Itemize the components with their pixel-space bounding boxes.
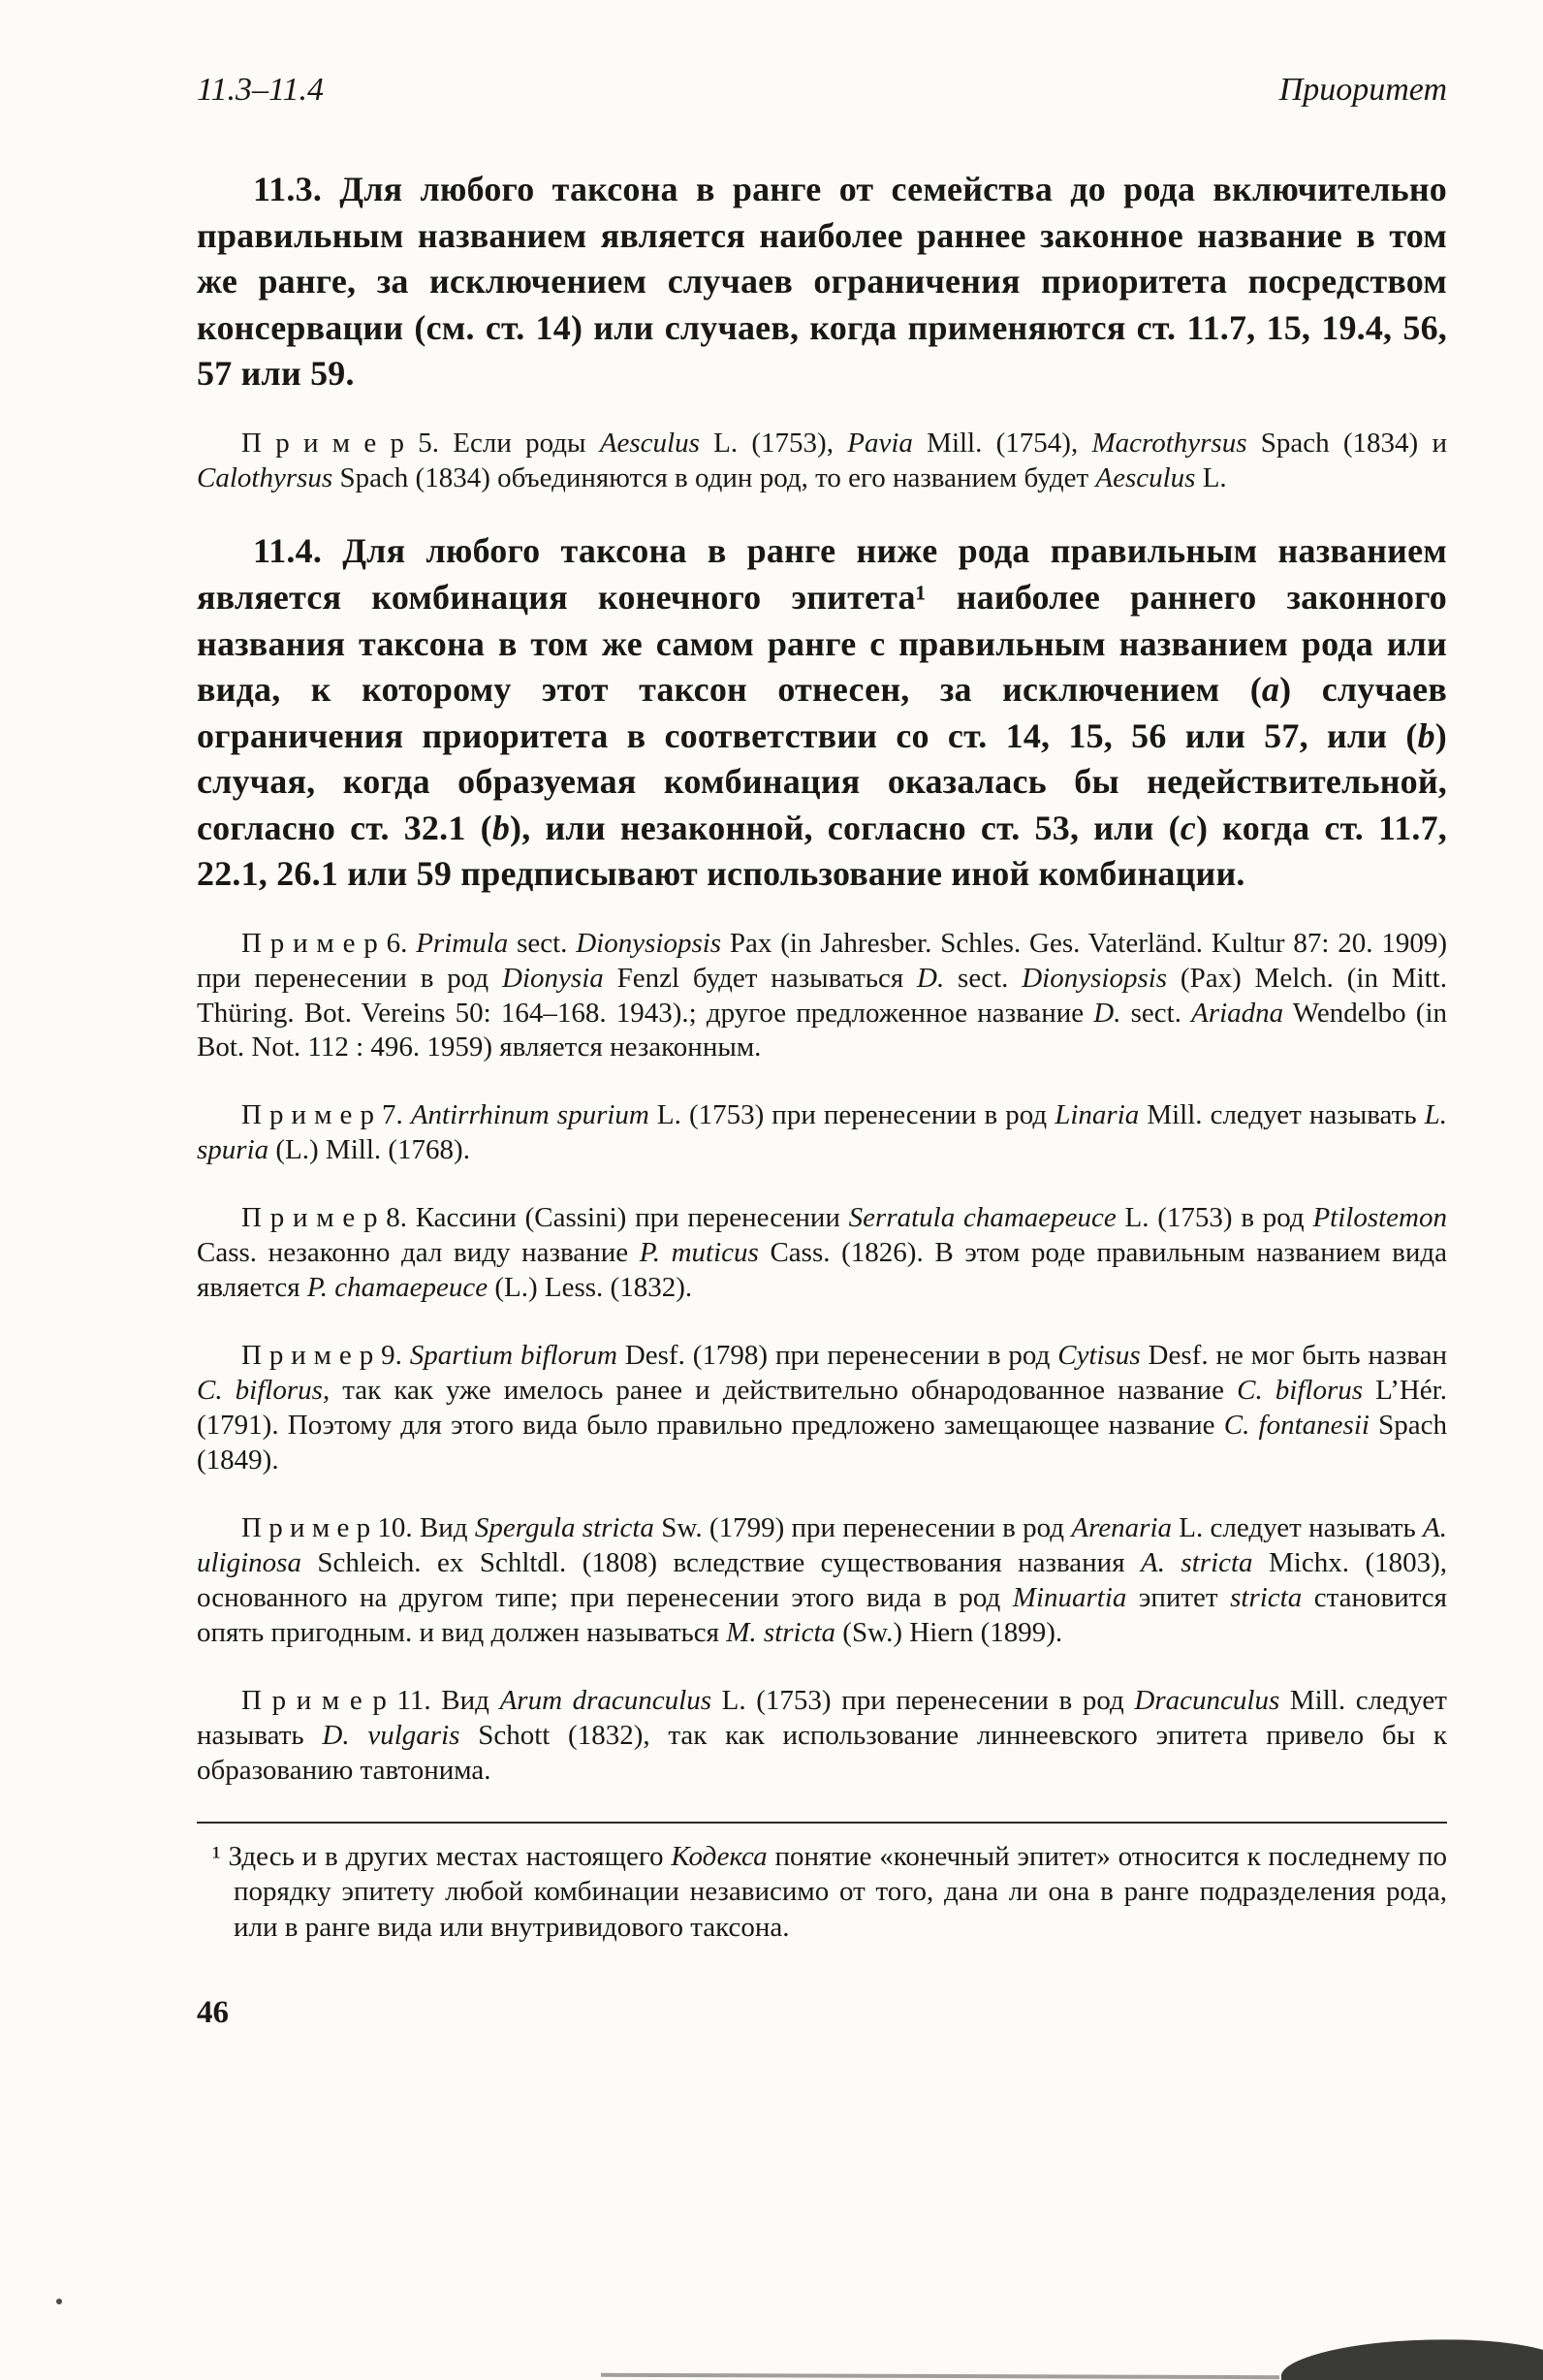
running-title: Приоритет bbox=[1278, 72, 1447, 108]
text-run: L. bbox=[1195, 461, 1227, 493]
text-run: (Pax) Melch. (in Mitt. Thüring. Bot. Vereins 50: 164–168. 1943).; другое предложенное название bbox=[197, 962, 1447, 1029]
text-run: (L.) Less. (1832). bbox=[488, 1272, 693, 1304]
italic-name-run: M. stricta bbox=[726, 1616, 836, 1648]
italic-name-run: P. muticus bbox=[639, 1237, 759, 1269]
section-range: 11.3–11.4 bbox=[197, 72, 324, 108]
text-run: Schott (1832), так как использование линнеевского эпитета привело бы к образованию тавтонима. bbox=[197, 1719, 1447, 1786]
scan-artifact-dot bbox=[56, 2299, 62, 2304]
italic-name-run: Antirrhinum spurium bbox=[410, 1099, 649, 1131]
italic-name-run: Spergula stricta bbox=[474, 1512, 654, 1543]
text-block bbox=[197, 72, 1447, 2031]
example-7 bbox=[197, 1098, 1447, 1168]
footnote-1 bbox=[197, 1839, 1447, 1946]
text-run: ) когда ст. 11.7, 22.1, 26.1 или 59 предписывают использование иной комбинации. bbox=[197, 808, 1448, 894]
text-run: (Sw.) Hiern (1899). bbox=[835, 1616, 1063, 1648]
text-run: Spach (1834) и bbox=[1246, 427, 1447, 459]
text-run: Wendelbo (in Bot. Not. 112 : 496. 1959) является незаконным. bbox=[197, 997, 1448, 1063]
text-run: sect. bbox=[508, 927, 577, 959]
italic-name-run: C. biflorus bbox=[1237, 1375, 1364, 1407]
italic-name-run: A. stricta bbox=[1141, 1546, 1253, 1578]
example-11 bbox=[197, 1684, 1447, 1789]
text-run: L. (1753) при перенесении в род bbox=[711, 1684, 1135, 1716]
text-run: Michx. (1803), основанного на другом типе; при перенесении этого вида в род bbox=[197, 1546, 1448, 1613]
text-run: ) случая, когда образуемая комбинация оказалась бы недействительной, согласно ст. 32.1 ( bbox=[197, 715, 1447, 847]
text-run: Mill. (1754), bbox=[912, 427, 1092, 459]
text-run: понятие «конечный эпитет» относится к последнему по порядку эпитету любой комбинации независимо от того, дана ли она в ранге подразделения рода, или в ранге вида или внутривидового таксона. bbox=[234, 1840, 1447, 1943]
italic-name-run: D. vulgaris bbox=[322, 1719, 460, 1751]
italic-name-run: D. bbox=[1093, 997, 1121, 1029]
italic-name-run: Dionysiopsis bbox=[576, 927, 722, 959]
text-run: ), или незаконной, согласно ст. 53, или ( bbox=[510, 808, 1181, 847]
text-run: L. (1753) при перенесении в род bbox=[648, 1099, 1055, 1131]
text-run: П р и м е р 8. Кассини (Cassini) при перенесении bbox=[241, 1202, 849, 1234]
example-10 bbox=[197, 1511, 1447, 1651]
scan-artifact-corner-smudge bbox=[1279, 2330, 1543, 2380]
example-9 bbox=[197, 1339, 1447, 1478]
italic-name-run: Dionysia bbox=[502, 962, 604, 994]
italic-name-run: Macrothyrsus bbox=[1091, 427, 1247, 459]
text-run: П р и м е р 7. bbox=[241, 1099, 411, 1131]
italic-name-run: C. biflorus bbox=[197, 1375, 323, 1407]
text-run: L. следует называть bbox=[1172, 1512, 1424, 1543]
italic-name-run: Arenaria bbox=[1071, 1512, 1172, 1543]
running-head bbox=[197, 72, 1447, 109]
text-run: Desf. (1798) при перенесении в род bbox=[616, 1340, 1058, 1372]
text-run: (L.) Mill. (1768). bbox=[268, 1134, 470, 1166]
text-run: Spach (1849). bbox=[197, 1410, 1448, 1476]
text-run: Desf. не мог быть назван bbox=[1140, 1340, 1447, 1372]
italic-name-run: Ariadna bbox=[1191, 997, 1284, 1029]
text-run: П р и м е р 6. bbox=[241, 927, 417, 959]
italic-name-run: Spartium biflorum bbox=[409, 1340, 617, 1372]
italic-name-run: a bbox=[1261, 670, 1280, 710]
italic-name-run: Serratula chamaepeuce bbox=[848, 1202, 1117, 1234]
example-5 bbox=[197, 427, 1447, 496]
italic-name-run: Aesculus bbox=[1095, 461, 1196, 493]
text-run: ) случаев ограничения приоритета в соответствии со ст. 14, 15, 56 или 57, или ( bbox=[197, 670, 1447, 755]
text-run: Schleich. ex Schltdl. (1808) вследствие существования названия bbox=[300, 1546, 1142, 1578]
italic-name-run: Dracunculus bbox=[1134, 1684, 1280, 1716]
article-11-3 bbox=[197, 167, 1447, 397]
italic-name-run: Pavia bbox=[847, 427, 913, 459]
text-run: , так как уже имелось ранее и действительно обнародованное название bbox=[322, 1375, 1238, 1407]
italic-name-run: Ptilostemon bbox=[1312, 1202, 1447, 1234]
text-run: sect. bbox=[944, 962, 1023, 994]
italic-name-run: A. uliginosa bbox=[197, 1512, 1447, 1578]
text-run: Cass. (1826). В этом роде правильным названием вида является bbox=[197, 1237, 1448, 1304]
text-run: Mill. следует называть bbox=[1139, 1099, 1425, 1131]
text-run: Spach (1834) объединяются в один род, то его названием будет bbox=[332, 461, 1096, 493]
example-6 bbox=[197, 927, 1447, 1066]
italic-name-run: D. bbox=[917, 962, 945, 994]
italic-name-run: Dionysiopsis bbox=[1022, 962, 1168, 994]
italic-name-run: Linaria bbox=[1055, 1099, 1140, 1131]
italic-name-run: Кодекса bbox=[671, 1840, 768, 1872]
italic-name-run: stricta bbox=[1230, 1581, 1303, 1613]
text-run: Sw. (1799) при перенесении в род bbox=[653, 1512, 1072, 1543]
italic-name-run: Primula bbox=[416, 927, 509, 959]
italic-name-run: P. chamaepeuce bbox=[306, 1272, 488, 1304]
text-run: Cass. незаконно дал виду название bbox=[197, 1237, 640, 1269]
text-run: Pax (in Jahresber. Schles. Ges. Vaterländ. Kultur 87: 20. 1909) при перенесении в род bbox=[197, 927, 1447, 994]
text-run: L. (1753), bbox=[699, 427, 848, 459]
italic-name-run: Aesculus bbox=[599, 427, 700, 459]
text-run: П р и м е р 10. Вид bbox=[241, 1512, 475, 1543]
text-run: L’Hér. (1791). Поэтому для этого вида было правильно предложено замещающее название bbox=[197, 1375, 1447, 1442]
text-run: П р и м е р 9. bbox=[241, 1340, 410, 1372]
italic-name-run: C. fontanesii bbox=[1223, 1410, 1370, 1442]
text-run: ¹ Здесь и в других местах настоящего bbox=[212, 1840, 672, 1872]
text-run: L. (1753) в род bbox=[1116, 1202, 1313, 1234]
text-run: 11.3. Для любого таксона в ранге от семейства до рода включительно правильным названием является наиболее раннее законное название в том же ранге, за исключением случаев ограничения приоритета посредством консервации (см. ст. 14) или случаев, когда применяются ст. 11.7, 15, 19.4, 56, 57 или 59. bbox=[197, 170, 1447, 394]
italic-name-run: c bbox=[1180, 808, 1196, 847]
italic-name-run: Calothyrsus bbox=[197, 461, 333, 493]
example-8 bbox=[197, 1201, 1447, 1306]
italic-name-run: L. spuria bbox=[197, 1099, 1448, 1166]
italic-name-run: Minuartia bbox=[1012, 1581, 1127, 1613]
italic-name-run: b bbox=[1417, 715, 1435, 755]
article-11-4 bbox=[197, 528, 1447, 897]
text-run: 11.4. Для любого таксона в ранге ниже рода правильным названием является комбинация конечного эпитета¹ наиболее раннего законного названия таксона в том же самом ранге с правильным названием рода или вида, к которому этот таксон отнесен, за исключением ( bbox=[197, 531, 1447, 710]
text-run: П р и м е р 11. Вид bbox=[241, 1684, 500, 1716]
scan-artifact-bottom-edge bbox=[601, 2373, 1279, 2379]
text-run: Fenzl будет называться bbox=[603, 962, 918, 994]
italic-name-run: Arum dracunculus bbox=[499, 1684, 712, 1716]
text-run: эпитет bbox=[1126, 1581, 1231, 1613]
page-number: 46 bbox=[197, 1995, 229, 2031]
text-run: Mill. следует называть bbox=[197, 1684, 1447, 1751]
footnote-divider bbox=[197, 1822, 1447, 1824]
text-run: становится опять пригодным. и вид должен называться bbox=[197, 1581, 1447, 1648]
text-run: sect. bbox=[1120, 997, 1192, 1029]
italic-name-run: Cytisus bbox=[1057, 1340, 1141, 1372]
text-run: П р и м е р 5. Если роды bbox=[241, 427, 600, 459]
italic-name-run: b bbox=[491, 808, 511, 847]
